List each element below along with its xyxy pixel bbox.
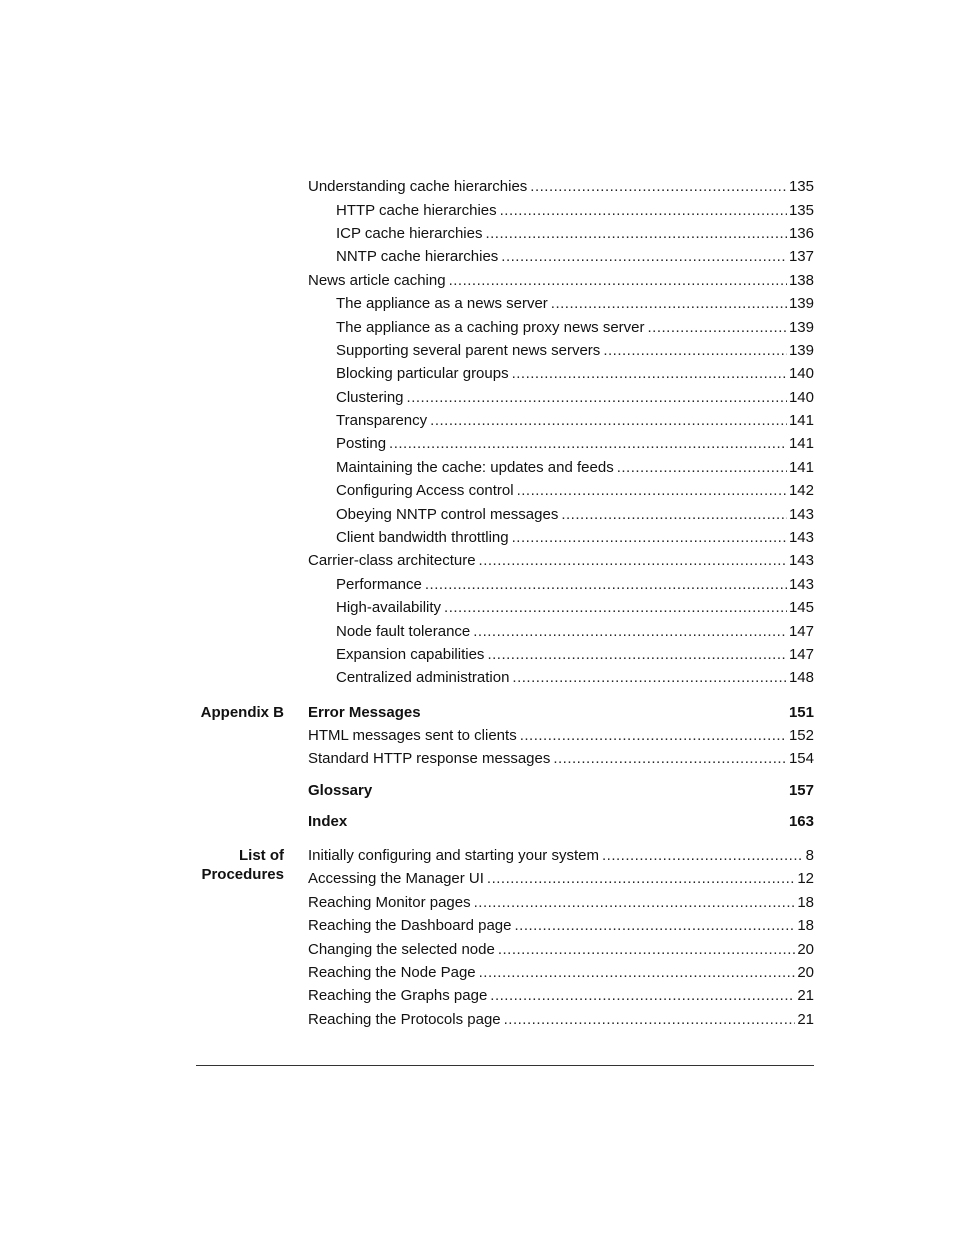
toc-entry-label: Reaching the Dashboard page — [308, 917, 512, 934]
toc-entry-page: 137 — [788, 248, 814, 265]
toc-entry-page: 145 — [788, 599, 814, 616]
toc-heading-error-messages[interactable] — [308, 703, 814, 723]
toc-entry[interactable] — [336, 434, 814, 454]
list-of-procedures-line1: List of — [239, 847, 284, 864]
toc-entry-page: 20 — [797, 964, 814, 981]
toc-entry[interactable] — [336, 505, 814, 525]
toc-entry[interactable] — [336, 481, 814, 501]
toc-entry-label: Reaching the Protocols page — [308, 1011, 501, 1028]
toc-entry-label: Client bandwidth throttling — [336, 529, 509, 546]
dot-leader — [389, 434, 787, 454]
dot-leader — [430, 411, 787, 431]
toc-entry-page: 154 — [788, 750, 814, 767]
toc-entry-page: 12 — [797, 870, 814, 887]
toc-entry[interactable] — [308, 940, 814, 960]
toc-heading-page: 151 — [788, 704, 814, 721]
dot-leader — [487, 645, 787, 665]
toc-entry-page: 147 — [788, 646, 814, 663]
toc-entry[interactable] — [336, 224, 814, 244]
dot-leader — [474, 893, 796, 913]
toc-entry-label: Standard HTTP response messages — [308, 750, 551, 767]
dot-leader — [514, 916, 795, 936]
toc-entry[interactable] — [308, 726, 814, 746]
toc-entry-label: Clustering — [336, 389, 404, 406]
toc-entry-label: Posting — [336, 435, 387, 452]
toc-entry-label: Initially configuring and starting your system — [308, 847, 599, 864]
toc-entry-page: 8 — [805, 847, 814, 864]
toc-entry-page: 143 — [788, 576, 814, 593]
toc-entry-page: 143 — [788, 552, 814, 569]
toc-entry-page: 21 — [797, 987, 814, 1004]
dot-leader — [444, 598, 787, 618]
toc-main — [308, 0, 814, 1100]
toc-entry[interactable] — [308, 271, 814, 291]
toc-entry-page: 138 — [788, 272, 814, 289]
dot-leader — [520, 726, 787, 746]
toc-entry[interactable] — [336, 318, 814, 338]
toc-entry-label: High-availability — [336, 599, 442, 616]
toc-entry-page: 136 — [788, 225, 814, 242]
toc-entry-label: Reaching the Node Page — [308, 964, 476, 981]
appendix-b-label: Appendix B — [200, 704, 284, 721]
toc-entry-label: Obeying NNTP control messages — [336, 506, 559, 523]
dot-leader — [512, 528, 787, 548]
toc-heading-title: Index — [308, 813, 348, 830]
toc-entry-label: Expansion capabilities — [336, 646, 485, 663]
toc-entry-label: ICP cache hierarchies — [336, 225, 483, 242]
toc-entry-page: 141 — [788, 412, 814, 429]
toc-entry[interactable] — [336, 364, 814, 384]
toc-entry-label: Accessing the Manager UI — [308, 870, 484, 887]
toc-entry-label: Changing the selected node — [308, 941, 495, 958]
dot-leader — [485, 224, 787, 244]
toc-entry-label: Node fault tolerance — [336, 623, 471, 640]
toc-entry[interactable] — [308, 869, 814, 889]
dot-leader — [512, 668, 787, 688]
toc-entry[interactable] — [308, 177, 814, 197]
toc-entry-label: Understanding cache hierarchies — [308, 178, 528, 195]
dot-leader — [473, 622, 787, 642]
toc-entry-page: 140 — [788, 389, 814, 406]
toc-entry-page: 143 — [788, 529, 814, 546]
toc-heading-title: Glossary — [308, 782, 373, 799]
toc-entry-page: 135 — [788, 178, 814, 195]
toc-entry-page: 18 — [797, 894, 814, 911]
toc-entry-label: Reaching the Graphs page — [308, 987, 488, 1004]
toc-entry-label: Reaching Monitor pages — [308, 894, 471, 911]
toc-entry-label: The appliance as a news server — [336, 295, 548, 312]
toc-entry[interactable] — [308, 551, 814, 571]
toc-entry[interactable] — [336, 294, 814, 314]
toc-entry-page: 18 — [797, 917, 814, 934]
toc-heading-glossary[interactable] — [308, 781, 814, 801]
toc-entry[interactable] — [336, 575, 814, 595]
toc-heading-index[interactable] — [308, 812, 814, 832]
toc-entry-page: 139 — [788, 342, 814, 359]
toc-heading-page: 163 — [788, 813, 814, 830]
toc-entry[interactable] — [308, 986, 814, 1006]
toc-entry[interactable] — [308, 893, 814, 913]
toc-entry-label: Blocking particular groups — [336, 365, 509, 382]
toc-entry-page: 147 — [788, 623, 814, 640]
toc-entry-label: Maintaining the cache: updates and feeds — [336, 459, 614, 476]
dot-leader — [501, 247, 787, 267]
dot-leader — [602, 846, 804, 866]
toc-entry-page: 143 — [788, 506, 814, 523]
toc-entry-label: Performance — [336, 576, 422, 593]
toc-entry-page: 139 — [788, 295, 814, 312]
toc-entry[interactable] — [336, 388, 814, 408]
toc-entry-page: 140 — [788, 365, 814, 382]
toc-entry[interactable] — [308, 1010, 814, 1030]
toc-entry[interactable] — [308, 749, 814, 769]
toc-entry[interactable] — [336, 201, 814, 221]
toc-entry-page: 141 — [788, 435, 814, 452]
toc-entry-label: HTTP cache hierarchies — [336, 202, 497, 219]
toc-entry[interactable] — [336, 598, 814, 618]
dot-leader — [617, 458, 787, 478]
list-of-procedures-line2: Procedures — [201, 866, 284, 883]
toc-heading-page: 157 — [788, 782, 814, 799]
toc-entry[interactable] — [336, 622, 814, 642]
dot-leader — [487, 869, 795, 889]
toc-entry[interactable] — [336, 411, 814, 431]
toc-entry-label: The appliance as a caching proxy news server — [336, 319, 645, 336]
dot-leader — [648, 318, 787, 338]
dot-leader — [407, 388, 787, 408]
dot-leader — [603, 341, 787, 361]
toc-entry[interactable] — [308, 846, 814, 866]
dot-leader — [551, 294, 787, 314]
dot-leader — [561, 505, 787, 525]
toc-entry-label: NNTP cache hierarchies — [336, 248, 499, 265]
toc-entry[interactable] — [336, 645, 814, 665]
toc-entry[interactable] — [336, 458, 814, 478]
toc-entry[interactable] — [308, 916, 814, 936]
toc-entry-label: Configuring Access control — [336, 482, 514, 499]
dot-leader — [500, 201, 787, 221]
toc-entry-label: Supporting several parent news servers — [336, 342, 601, 359]
toc-entry[interactable] — [336, 341, 814, 361]
toc-entry-page: 148 — [788, 669, 814, 686]
toc-entry[interactable] — [308, 963, 814, 983]
footer-rule — [196, 1065, 814, 1066]
toc-entry-page: 141 — [788, 459, 814, 476]
dot-leader — [553, 749, 787, 769]
dot-leader — [530, 177, 787, 197]
toc-entry-label: Carrier-class architecture — [308, 552, 476, 569]
list-of-procedures-label — [201, 846, 284, 884]
dot-leader — [498, 940, 796, 960]
toc-entry-page: 152 — [788, 727, 814, 744]
toc-entry[interactable] — [336, 528, 814, 548]
toc-entry-page: 139 — [788, 319, 814, 336]
toc-entry-page: 20 — [797, 941, 814, 958]
toc-entry[interactable] — [336, 247, 814, 267]
toc-heading-title: Error Messages — [308, 704, 421, 721]
dot-leader — [504, 1010, 796, 1030]
dot-leader — [449, 271, 787, 291]
toc-entry-label: News article caching — [308, 272, 446, 289]
toc-entry-page: 142 — [788, 482, 814, 499]
dot-leader — [425, 575, 787, 595]
toc-entry-label: Transparency — [336, 412, 428, 429]
dot-leader — [490, 986, 795, 1006]
toc-entry-page: 135 — [788, 202, 814, 219]
toc-entry[interactable] — [336, 668, 814, 688]
toc-entry-label: Centralized administration — [336, 669, 510, 686]
toc-entry-label: HTML messages sent to clients — [308, 727, 517, 744]
dot-leader — [479, 551, 787, 571]
dot-leader — [512, 364, 787, 384]
dot-leader — [479, 963, 796, 983]
dot-leader — [517, 481, 787, 501]
toc-entry-page: 21 — [797, 1011, 814, 1028]
